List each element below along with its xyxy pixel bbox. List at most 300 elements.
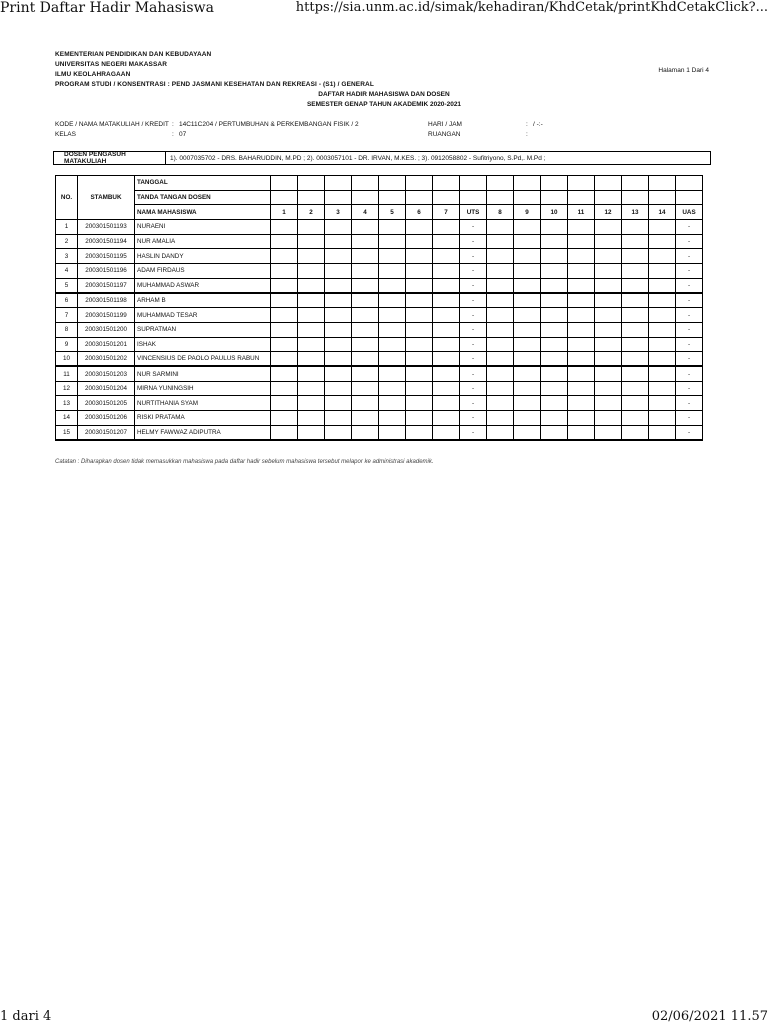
header-tanda-tangan: TANDA TANGAN DOSEN <box>135 190 271 205</box>
attendance-cell <box>541 366 568 381</box>
session-header: 10 <box>541 205 568 220</box>
attendance-cell <box>622 425 649 440</box>
print-timestamp: 02/06/2021 11.57 <box>651 1009 768 1024</box>
row-uts-cell: - <box>460 337 487 352</box>
attendance-cell <box>595 293 622 308</box>
row-number: 15 <box>56 425 78 440</box>
attendance-cell <box>568 308 595 323</box>
attendance-cell <box>325 352 352 367</box>
signature-cell <box>298 190 325 205</box>
attendance-cell <box>379 308 406 323</box>
attendance-cell <box>379 220 406 235</box>
row-stambuk: 200301501196 <box>78 264 135 279</box>
row-stambuk: 200301501200 <box>78 322 135 337</box>
attendance-cell <box>514 264 541 279</box>
attendance-cell <box>433 293 460 308</box>
row-student-name: MIRNA YUNINGSIH <box>135 381 271 396</box>
header-nama-mahasiswa: NAMA MAHASISWA <box>135 205 271 220</box>
attendance-cell <box>271 264 298 279</box>
attendance-cell <box>595 411 622 426</box>
lecturer-list: 1). 0007035702 - DRS. BAHARUDDIN, M.PD ; 2). 0003057101 - DR. IRVAN, M.KES. ; 3). 0912058802 - Sufitriyono, S.Pd,. M.Pd ; <box>170 154 546 162</box>
attendance-cell <box>595 322 622 337</box>
signature-cell <box>325 190 352 205</box>
attendance-cell <box>325 278 352 293</box>
date-cell <box>460 176 487 191</box>
row-stambuk: 200301501207 <box>78 425 135 440</box>
row-student-name: VINCENSIUS DE PAOLO PAULUS RABUN <box>135 352 271 367</box>
row-uas-cell: - <box>676 322 703 337</box>
attendance-cell <box>433 249 460 264</box>
attendance-cell <box>406 411 433 426</box>
attendance-cell <box>649 352 676 367</box>
attendance-cell <box>541 381 568 396</box>
attendance-cell <box>325 322 352 337</box>
row-uts-cell: - <box>460 308 487 323</box>
row-uas-cell: - <box>676 396 703 411</box>
row-student-name: NURAENI <box>135 220 271 235</box>
attendance-cell <box>406 278 433 293</box>
attendance-cell <box>406 220 433 235</box>
attendance-cell <box>541 278 568 293</box>
browser-page-title: Print Daftar Hadir Mahasiswa <box>0 0 214 16</box>
attendance-cell <box>352 220 379 235</box>
attendance-cell <box>352 425 379 440</box>
row-uas-cell: - <box>676 411 703 426</box>
table-row <box>56 366 703 381</box>
attendance-cell <box>406 249 433 264</box>
session-header: 14 <box>649 205 676 220</box>
attendance-cell <box>622 396 649 411</box>
attendance-cell <box>649 264 676 279</box>
attendance-cell <box>298 249 325 264</box>
attendance-cell <box>595 234 622 249</box>
session-header: 5 <box>379 205 406 220</box>
row-stambuk: 200301501195 <box>78 249 135 264</box>
attendance-cell <box>514 366 541 381</box>
table-row <box>56 337 703 352</box>
row-uts-cell: - <box>460 381 487 396</box>
session-header: UAS <box>676 205 703 220</box>
attendance-cell <box>595 220 622 235</box>
day-time-value: / -:- <box>533 121 543 128</box>
session-header: 2 <box>298 205 325 220</box>
attendance-cell <box>406 425 433 440</box>
attendance-cell <box>271 425 298 440</box>
attendance-cell <box>325 308 352 323</box>
document-title: DAFTAR HADIR MAHASISWA DAN DOSEN <box>318 91 450 98</box>
signature-cell <box>514 190 541 205</box>
row-student-name: HELMY FAWWAZ ADIPUTRA <box>135 425 271 440</box>
attendance-cell <box>487 411 514 426</box>
session-header: 6 <box>406 205 433 220</box>
attendance-cell <box>298 234 325 249</box>
session-header: 1 <box>271 205 298 220</box>
attendance-cell <box>271 411 298 426</box>
attendance-cell <box>622 381 649 396</box>
attendance-cell <box>541 425 568 440</box>
attendance-cell <box>325 411 352 426</box>
row-uas-cell: - <box>676 220 703 235</box>
attendance-cell <box>595 425 622 440</box>
row-student-name: ADAM FIRDAUS <box>135 264 271 279</box>
attendance-cell <box>541 264 568 279</box>
attendance-cell <box>298 337 325 352</box>
attendance-cell <box>325 366 352 381</box>
date-cell <box>271 176 298 191</box>
attendance-cell <box>352 234 379 249</box>
session-header: 12 <box>595 205 622 220</box>
attendance-cell <box>325 220 352 235</box>
row-number: 13 <box>56 396 78 411</box>
date-cell <box>622 176 649 191</box>
attendance-cell <box>487 220 514 235</box>
row-uts-cell: - <box>460 278 487 293</box>
date-cell <box>541 176 568 191</box>
table-row <box>56 234 703 249</box>
attendance-cell <box>271 220 298 235</box>
attendance-cell <box>271 308 298 323</box>
attendance-cell <box>433 381 460 396</box>
attendance-cell <box>298 264 325 279</box>
attendance-cell <box>379 366 406 381</box>
semester-title: SEMESTER GENAP TAHUN AKADEMIK 2020-2021 <box>306 101 462 108</box>
row-stambuk: 200301501203 <box>78 366 135 381</box>
signature-cell <box>541 190 568 205</box>
row-number: 11 <box>56 366 78 381</box>
attendance-cell <box>649 249 676 264</box>
row-number: 4 <box>56 264 78 279</box>
attendance-cell <box>487 337 514 352</box>
attendance-cell <box>487 322 514 337</box>
row-uas-cell: - <box>676 264 703 279</box>
attendance-cell <box>379 293 406 308</box>
attendance-cell <box>514 278 541 293</box>
attendance-cell <box>379 381 406 396</box>
row-uts-cell: - <box>460 366 487 381</box>
attendance-cell <box>541 220 568 235</box>
table-row <box>56 322 703 337</box>
attendance-cell <box>595 352 622 367</box>
date-cell <box>649 176 676 191</box>
attendance-cell <box>514 352 541 367</box>
attendance-cell <box>514 322 541 337</box>
row-student-name: ISHAK <box>135 337 271 352</box>
attendance-cell <box>568 264 595 279</box>
attendance-cell <box>406 352 433 367</box>
attendance-cell <box>568 249 595 264</box>
session-header: 9 <box>514 205 541 220</box>
attendance-cell <box>271 322 298 337</box>
row-uts-cell: - <box>460 396 487 411</box>
session-header: 3 <box>325 205 352 220</box>
row-student-name: ARHAM B <box>135 293 271 308</box>
table-row <box>56 293 703 308</box>
attendance-cell <box>487 396 514 411</box>
date-cell <box>595 176 622 191</box>
attendance-cell <box>325 249 352 264</box>
row-stambuk: 200301501205 <box>78 396 135 411</box>
program-name: PROGRAM STUDI / KONSENTRASI : PEND JASMANI KESEHATAN DAN REKREASI - (S1) / GENERAL <box>55 81 374 88</box>
table-row <box>56 381 703 396</box>
row-stambuk: 200301501199 <box>78 308 135 323</box>
table-row <box>56 352 703 367</box>
attendance-cell <box>487 249 514 264</box>
row-student-name: RISKI PRATAMA <box>135 411 271 426</box>
attendance-cell <box>271 381 298 396</box>
attendance-cell <box>649 308 676 323</box>
row-uts-cell: - <box>460 352 487 367</box>
signature-cell <box>487 190 514 205</box>
header-stambuk: STAMBUK <box>78 176 135 220</box>
attendance-cell <box>514 220 541 235</box>
attendance-cell <box>622 234 649 249</box>
course-code-label: KODE / NAMA MATAKULIAH / KREDIT <box>55 121 169 128</box>
table-row <box>56 425 703 440</box>
attendance-cell <box>271 337 298 352</box>
row-number: 5 <box>56 278 78 293</box>
attendance-cell <box>352 366 379 381</box>
row-uts-cell: - <box>460 411 487 426</box>
attendance-cell <box>595 308 622 323</box>
attendance-cell <box>568 234 595 249</box>
attendance-cell <box>568 396 595 411</box>
attendance-cell <box>271 234 298 249</box>
attendance-cell <box>541 308 568 323</box>
attendance-cell <box>271 293 298 308</box>
attendance-cell <box>541 411 568 426</box>
course-code-colon: : <box>172 121 174 128</box>
attendance-cell <box>649 220 676 235</box>
row-uas-cell: - <box>676 278 703 293</box>
attendance-cell <box>595 337 622 352</box>
date-cell <box>568 176 595 191</box>
session-header: 13 <box>622 205 649 220</box>
attendance-cell <box>406 234 433 249</box>
attendance-cell <box>433 411 460 426</box>
attendance-cell <box>433 396 460 411</box>
attendance-cell <box>325 234 352 249</box>
row-student-name: SUPRATMAN <box>135 322 271 337</box>
attendance-cell <box>406 264 433 279</box>
attendance-cell <box>325 337 352 352</box>
attendance-cell <box>352 264 379 279</box>
row-uas-cell: - <box>676 293 703 308</box>
attendance-cell <box>649 234 676 249</box>
signature-cell <box>622 190 649 205</box>
row-stambuk: 200301501193 <box>78 220 135 235</box>
date-cell <box>676 176 703 191</box>
attendance-cell <box>325 264 352 279</box>
attendance-cell <box>325 381 352 396</box>
class-colon: : <box>172 131 174 138</box>
attendance-cell <box>379 396 406 411</box>
attendance-cell <box>352 322 379 337</box>
page-info: Halaman 1 Dari 4 <box>658 67 709 74</box>
attendance-cell <box>298 381 325 396</box>
attendance-cell <box>487 425 514 440</box>
attendance-table-body <box>56 176 703 440</box>
attendance-cell <box>622 322 649 337</box>
attendance-cell <box>352 411 379 426</box>
attendance-cell <box>568 425 595 440</box>
attendance-cell <box>433 264 460 279</box>
attendance-cell <box>379 264 406 279</box>
attendance-cell <box>298 411 325 426</box>
row-number: 6 <box>56 293 78 308</box>
attendance-cell <box>298 352 325 367</box>
attendance-cell <box>271 352 298 367</box>
row-number: 1 <box>56 220 78 235</box>
attendance-cell <box>406 322 433 337</box>
attendance-cell <box>514 411 541 426</box>
signature-cell <box>271 190 298 205</box>
attendance-cell <box>379 234 406 249</box>
attendance-cell <box>514 293 541 308</box>
row-number: 2 <box>56 234 78 249</box>
attendance-cell <box>433 337 460 352</box>
row-uts-cell: - <box>460 322 487 337</box>
signature-cell <box>676 190 703 205</box>
row-student-name: MUHAMMAD ASWAR <box>135 278 271 293</box>
attendance-cell <box>433 308 460 323</box>
row-student-name: NUR AMALIA <box>135 234 271 249</box>
lecturer-label: DOSEN PENGASUH MATAKULIAH <box>54 152 166 164</box>
attendance-cell <box>406 337 433 352</box>
date-cell <box>298 176 325 191</box>
attendance-cell <box>271 278 298 293</box>
row-uts-cell: - <box>460 220 487 235</box>
attendance-cell <box>352 308 379 323</box>
attendance-cell <box>271 396 298 411</box>
attendance-cell <box>514 249 541 264</box>
attendance-cell <box>568 322 595 337</box>
attendance-cell <box>514 308 541 323</box>
attendance-cell <box>325 293 352 308</box>
attendance-cell <box>595 249 622 264</box>
attendance-cell <box>352 249 379 264</box>
attendance-cell <box>406 293 433 308</box>
attendance-cell <box>649 411 676 426</box>
attendance-cell <box>649 322 676 337</box>
attendance-cell <box>433 234 460 249</box>
attendance-cell <box>622 366 649 381</box>
attendance-cell <box>487 308 514 323</box>
row-uas-cell: - <box>676 234 703 249</box>
row-number: 8 <box>56 322 78 337</box>
signature-cell <box>649 190 676 205</box>
attendance-cell <box>541 396 568 411</box>
attendance-cell <box>298 278 325 293</box>
attendance-cell <box>406 366 433 381</box>
attendance-cell <box>595 366 622 381</box>
attendance-cell <box>433 366 460 381</box>
table-row <box>56 396 703 411</box>
signature-cell <box>433 190 460 205</box>
attendance-cell <box>649 293 676 308</box>
attendance-cell <box>325 396 352 411</box>
attendance-cell <box>298 220 325 235</box>
attendance-cell <box>406 381 433 396</box>
attendance-cell <box>649 278 676 293</box>
attendance-cell <box>568 293 595 308</box>
row-stambuk: 200301501202 <box>78 352 135 367</box>
attendance-cell <box>298 308 325 323</box>
row-student-name: MUHAMMAD TESAR <box>135 308 271 323</box>
table-row <box>56 264 703 279</box>
attendance-cell <box>649 337 676 352</box>
attendance-cell <box>568 352 595 367</box>
day-time-colon: : <box>526 121 528 128</box>
attendance-cell <box>568 278 595 293</box>
university-name: UNIVERSITAS NEGERI MAKASSAR <box>55 61 168 68</box>
class-value: 07 <box>179 131 187 138</box>
date-cell <box>406 176 433 191</box>
row-uas-cell: - <box>676 352 703 367</box>
attendance-cell <box>514 234 541 249</box>
attendance-cell <box>622 308 649 323</box>
class-label: KELAS <box>55 131 76 138</box>
ministry-name: KEMENTERIAN PENDIDIKAN DAN KEBUDAYAAN <box>55 51 212 58</box>
row-uts-cell: - <box>460 425 487 440</box>
lecturer-box <box>53 151 711 165</box>
attendance-cell <box>271 366 298 381</box>
table-row <box>56 278 703 293</box>
row-uas-cell: - <box>676 308 703 323</box>
attendance-cell <box>622 264 649 279</box>
table-row <box>56 308 703 323</box>
room-label: RUANGAN <box>428 131 461 138</box>
attendance-cell <box>568 366 595 381</box>
attendance-cell <box>649 381 676 396</box>
attendance-cell <box>487 293 514 308</box>
attendance-cell <box>541 352 568 367</box>
row-stambuk: 200301501198 <box>78 293 135 308</box>
row-stambuk: 200301501204 <box>78 381 135 396</box>
attendance-cell <box>406 396 433 411</box>
attendance-cell <box>595 278 622 293</box>
attendance-cell <box>298 322 325 337</box>
row-number: 9 <box>56 337 78 352</box>
signature-cell <box>352 190 379 205</box>
date-cell <box>487 176 514 191</box>
row-number: 7 <box>56 308 78 323</box>
signature-cell <box>568 190 595 205</box>
attendance-cell <box>298 425 325 440</box>
attendance-cell <box>514 337 541 352</box>
row-number: 3 <box>56 249 78 264</box>
signature-cell <box>379 190 406 205</box>
attendance-cell <box>568 381 595 396</box>
row-number: 12 <box>56 381 78 396</box>
attendance-cell <box>487 352 514 367</box>
row-stambuk: 200301501197 <box>78 278 135 293</box>
signature-cell <box>406 190 433 205</box>
row-stambuk: 200301501194 <box>78 234 135 249</box>
attendance-cell <box>352 337 379 352</box>
attendance-cell <box>487 234 514 249</box>
faculty-name: ILMU KEOLAHRAGAAN <box>55 71 131 78</box>
row-uas-cell: - <box>676 425 703 440</box>
row-stambuk: 200301501201 <box>78 337 135 352</box>
row-student-name: NUR SARMINI <box>135 366 271 381</box>
attendance-cell <box>487 366 514 381</box>
attendance-cell <box>568 337 595 352</box>
row-number: 14 <box>56 411 78 426</box>
header-tanggal: TANGGAL <box>135 176 271 191</box>
session-header: 11 <box>568 205 595 220</box>
attendance-cell <box>541 322 568 337</box>
date-cell <box>433 176 460 191</box>
